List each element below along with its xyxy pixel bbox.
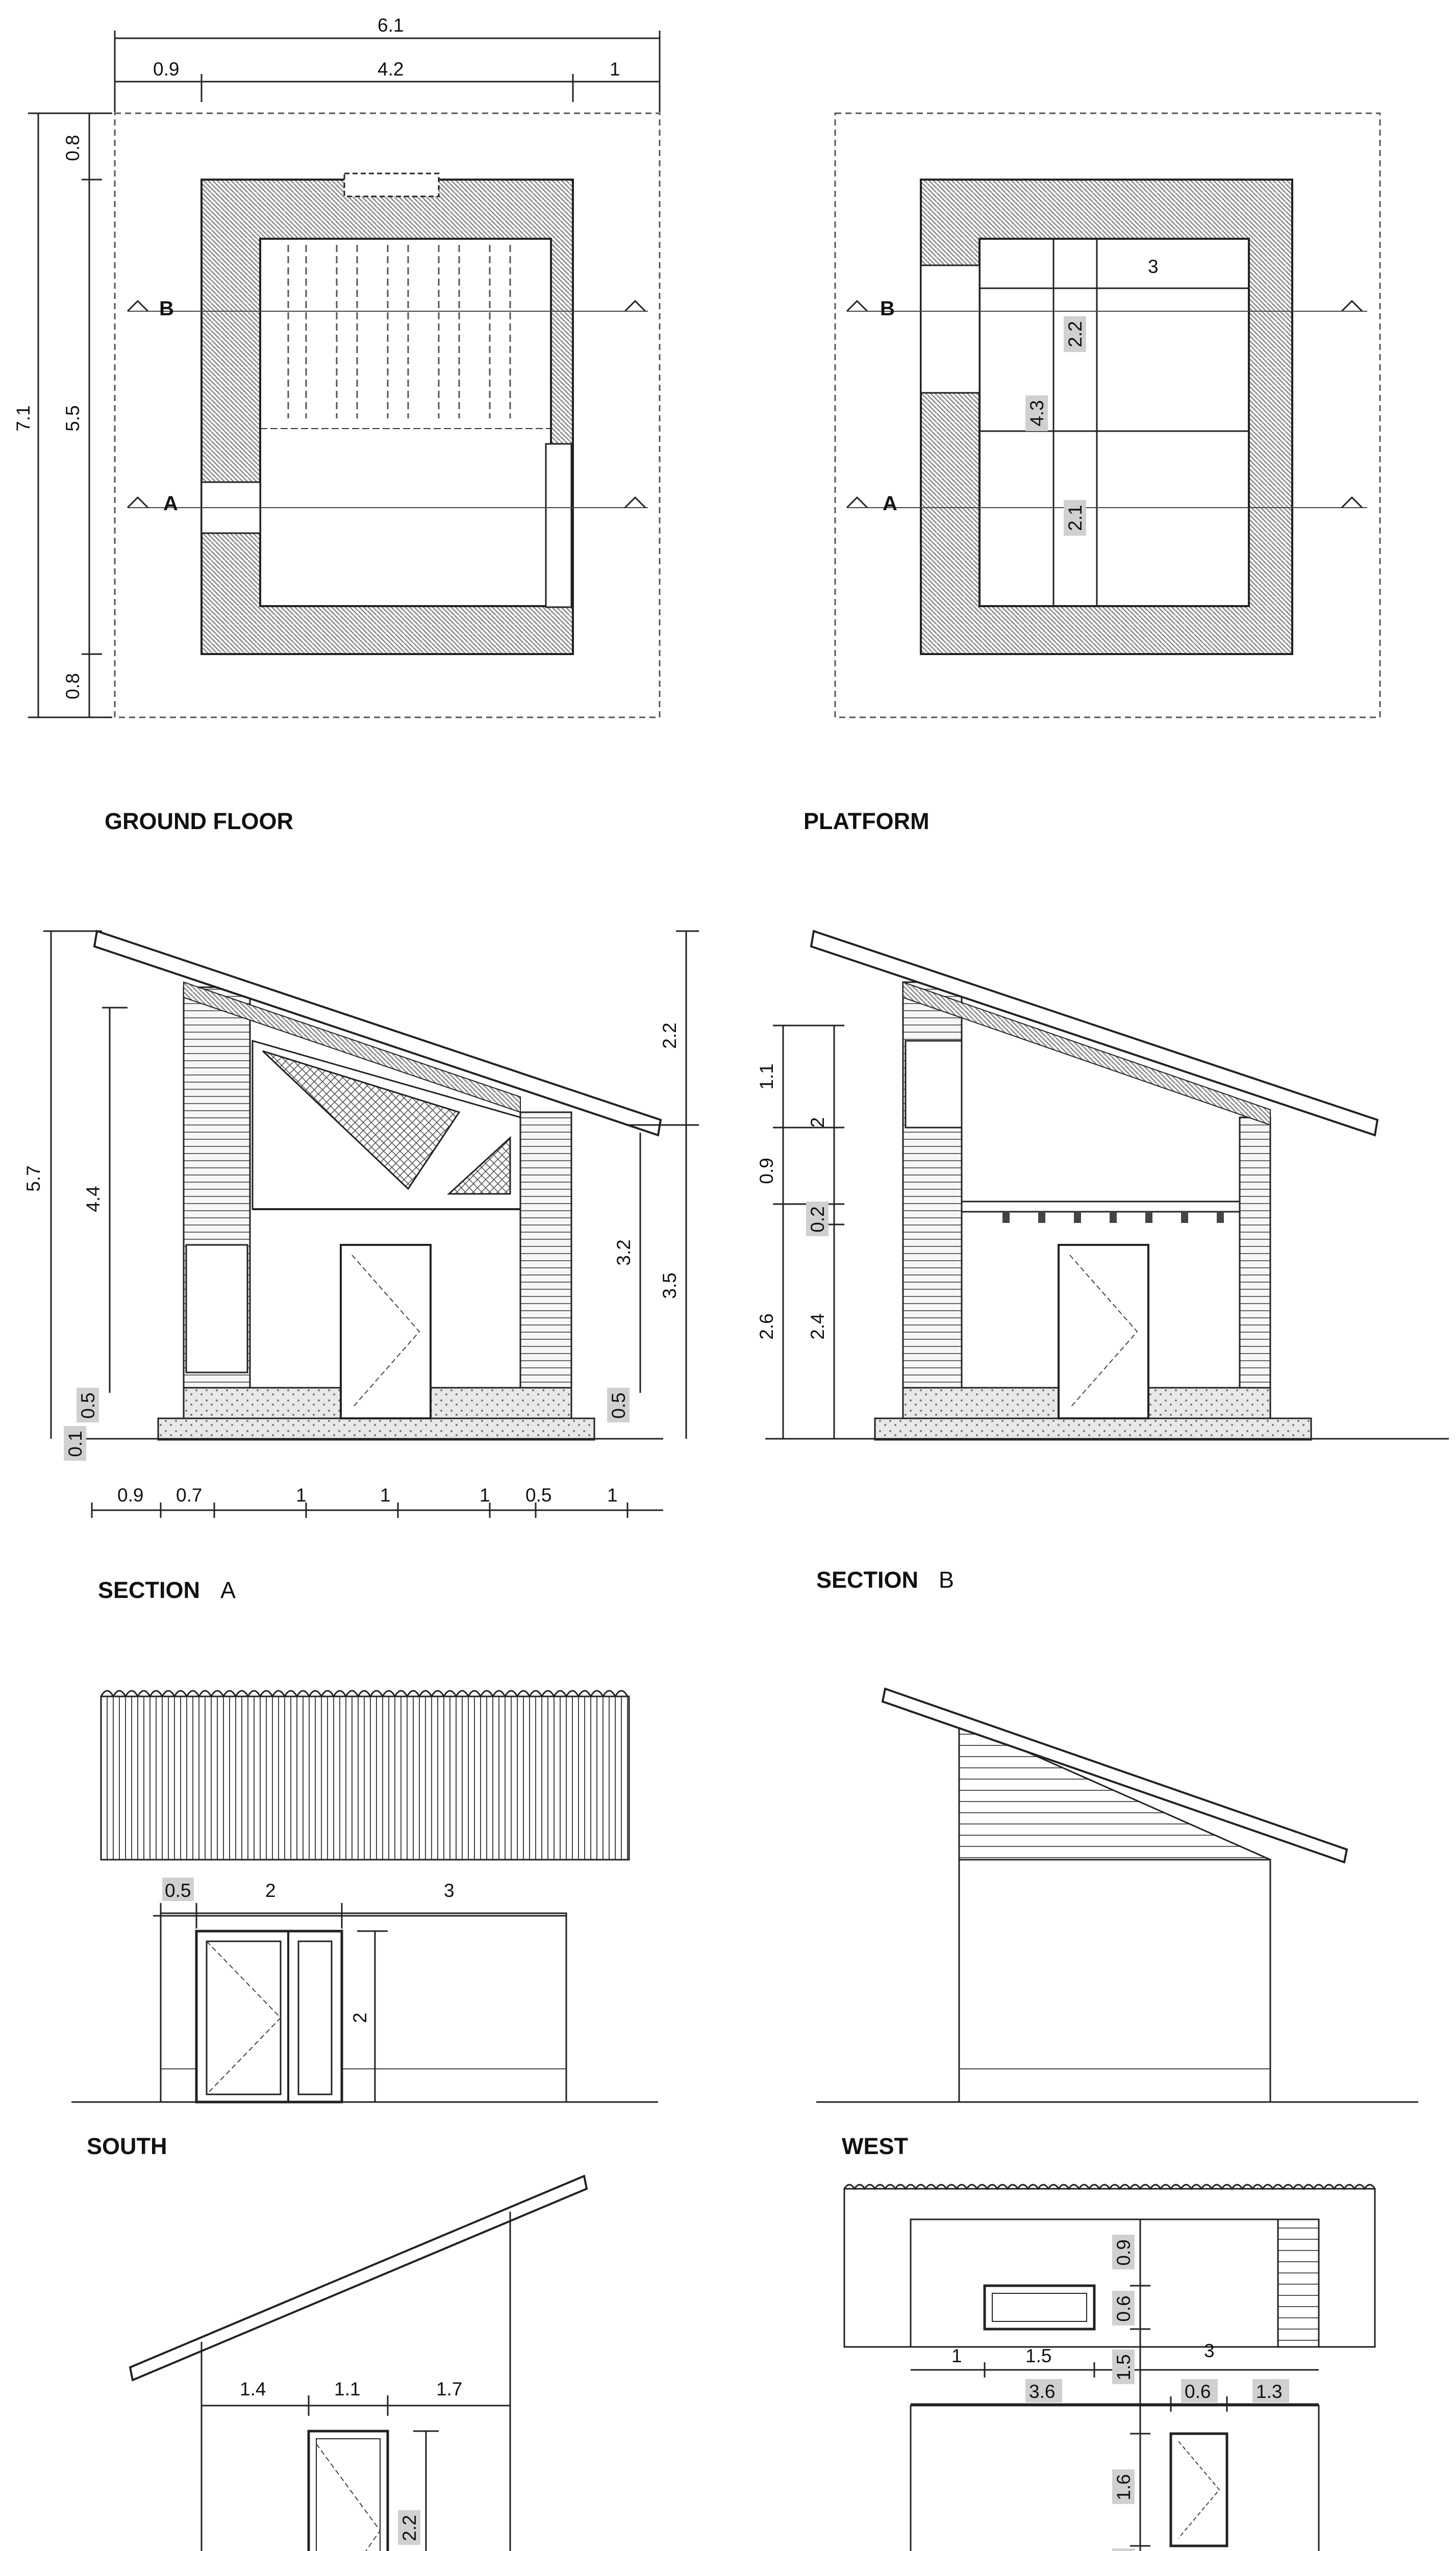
east-door-height: 2.2 xyxy=(399,2515,420,2541)
north-elevation xyxy=(816,2185,1418,2551)
width-total: 6.1 xyxy=(378,15,404,36)
section-b-roof xyxy=(811,931,1377,1135)
south-elevation xyxy=(71,1691,658,2102)
width-part-3: 1 xyxy=(610,59,620,80)
section-a-window xyxy=(186,1245,247,1372)
title-west: WEST xyxy=(842,2133,908,2159)
section-a-foundation xyxy=(158,1418,594,1440)
section-b-drawing xyxy=(756,931,1449,1440)
title-platform: PLATFORM xyxy=(804,808,930,834)
platform-dim-total: 4.3 xyxy=(1026,400,1047,427)
section-a-roof-rise: 2.2 xyxy=(659,1022,680,1049)
north-lower-dim-1: 3.6 xyxy=(1029,2381,1056,2402)
section-a-wall-height: 4.4 xyxy=(83,1186,104,1212)
title-section-a-letter: A xyxy=(220,1577,236,1603)
platform-interior xyxy=(980,239,1249,606)
section-a-base-height: 0.5 xyxy=(78,1392,98,1419)
south-roof xyxy=(101,1696,629,1860)
platform-dim-width: 3 xyxy=(1148,256,1159,277)
section-a-total-height: 5.7 xyxy=(23,1165,44,1192)
east-dim-1: 1.4 xyxy=(240,2379,266,2399)
south-door-height: 2 xyxy=(349,2012,370,2023)
section-a-left-dims xyxy=(43,931,128,1439)
east-roof xyxy=(130,2176,587,2380)
section-a-bottom-dim-4: 1 xyxy=(380,1485,391,1506)
section-b-platform-beam xyxy=(962,1202,1240,1212)
platform-cut-label-b: B xyxy=(880,297,895,320)
section-a-bottom-dim-1: 0.9 xyxy=(117,1485,144,1506)
east-dim-2: 1.1 xyxy=(334,2379,361,2399)
section-a-bottom-dim-3: 1 xyxy=(296,1485,307,1506)
section-a-bottom-dim-6: 0.5 xyxy=(525,1485,552,1506)
section-a-footing-height: 0.1 xyxy=(65,1431,86,1457)
west-elevation xyxy=(816,1689,1418,2102)
section-b-mid: 0.9 xyxy=(756,1158,777,1184)
title-south: SOUTH xyxy=(87,2133,167,2159)
section-a-bottom-dim-2: 0.7 xyxy=(176,1485,203,1506)
south-double-door xyxy=(196,1931,342,2102)
east-dim-3: 1.7 xyxy=(436,2379,463,2399)
section-a-bottom-dim-7: 1 xyxy=(607,1485,618,1506)
north-high-window xyxy=(985,2286,1094,2329)
north-window xyxy=(344,173,439,196)
section-b-lower-total: 2.6 xyxy=(756,1313,777,1340)
title-ground-floor: GROUND FLOOR xyxy=(105,808,293,834)
cut-label-b: B xyxy=(159,297,174,320)
east-door xyxy=(309,2431,388,2551)
south-dim-1: 0.5 xyxy=(165,1880,191,1901)
section-b-platform: 0.2 xyxy=(807,1206,828,1233)
platform-cut-label-a: A xyxy=(883,492,897,515)
south-dim-3: 3 xyxy=(444,1880,455,1901)
section-b-upper-opening xyxy=(906,1041,962,1128)
north-v-dim-1: 0.9 xyxy=(1113,2239,1134,2266)
cut-label-a: A xyxy=(163,492,178,515)
north-upper-dim-1: 1 xyxy=(951,2345,962,2366)
depth-part-1: 0.8 xyxy=(62,135,83,161)
north-upper-dim-2: 1.5 xyxy=(1025,2345,1052,2366)
depth-part-3: 0.8 xyxy=(62,673,83,699)
north-v-dim-3: 1.5 xyxy=(1113,2354,1134,2381)
interior-floor xyxy=(260,239,551,606)
platform-plan xyxy=(835,113,1380,717)
north-lower-dim-3: 1.3 xyxy=(1256,2381,1283,2402)
section-a-right-total: 3.5 xyxy=(659,1272,680,1299)
width-part-2: 4.2 xyxy=(378,59,404,80)
section-a-right-wall-height: 3.2 xyxy=(613,1239,634,1266)
section-a-drawing xyxy=(23,931,699,1518)
title-section-a-word: SECTION xyxy=(98,1577,200,1603)
section-b-upper: 1.1 xyxy=(756,1063,777,1090)
platform-dim-upper: 2.2 xyxy=(1065,321,1086,347)
north-upper-dim-3: 3 xyxy=(1204,2340,1215,2361)
section-b-upper2: 2 xyxy=(807,1117,828,1128)
north-lower-dim-2: 0.6 xyxy=(1185,2381,1211,2402)
north-v-dim-4: 1.6 xyxy=(1113,2474,1134,2500)
title-section-a xyxy=(98,1577,236,1603)
section-a-bottom-dim-5: 1 xyxy=(480,1485,490,1506)
east-elevation xyxy=(92,2176,587,2551)
platform-west-opening xyxy=(921,265,980,393)
section-b-lower: 2.4 xyxy=(807,1313,828,1340)
ground-floor-plan xyxy=(13,15,660,717)
east-door-opening xyxy=(546,444,571,607)
section-b-right-wall xyxy=(1240,1117,1270,1388)
north-low-window xyxy=(1171,2434,1227,2546)
width-part-1: 0.9 xyxy=(153,59,180,80)
north-v-dim-2: 0.6 xyxy=(1113,2295,1134,2322)
south-dim-2: 2 xyxy=(265,1880,276,1901)
title-section-b xyxy=(816,1567,954,1593)
section-a-right-base: 0.5 xyxy=(608,1392,629,1419)
section-a-right-wall xyxy=(520,1112,571,1388)
section-b-door xyxy=(1059,1245,1148,1418)
title-section-b-letter: B xyxy=(939,1567,955,1593)
depth-part-2: 5.5 xyxy=(62,405,83,432)
section-a-right-dims xyxy=(627,931,699,1439)
section-b-foundation xyxy=(875,1418,1311,1440)
platform-dim-lower: 2.1 xyxy=(1065,505,1086,531)
title-section-b-word: SECTION xyxy=(816,1567,919,1593)
north-side-cladding xyxy=(1278,2219,1319,2347)
section-a-door xyxy=(341,1245,431,1418)
depth-total: 7.1 xyxy=(13,405,34,432)
west-wall xyxy=(959,1860,1270,2102)
